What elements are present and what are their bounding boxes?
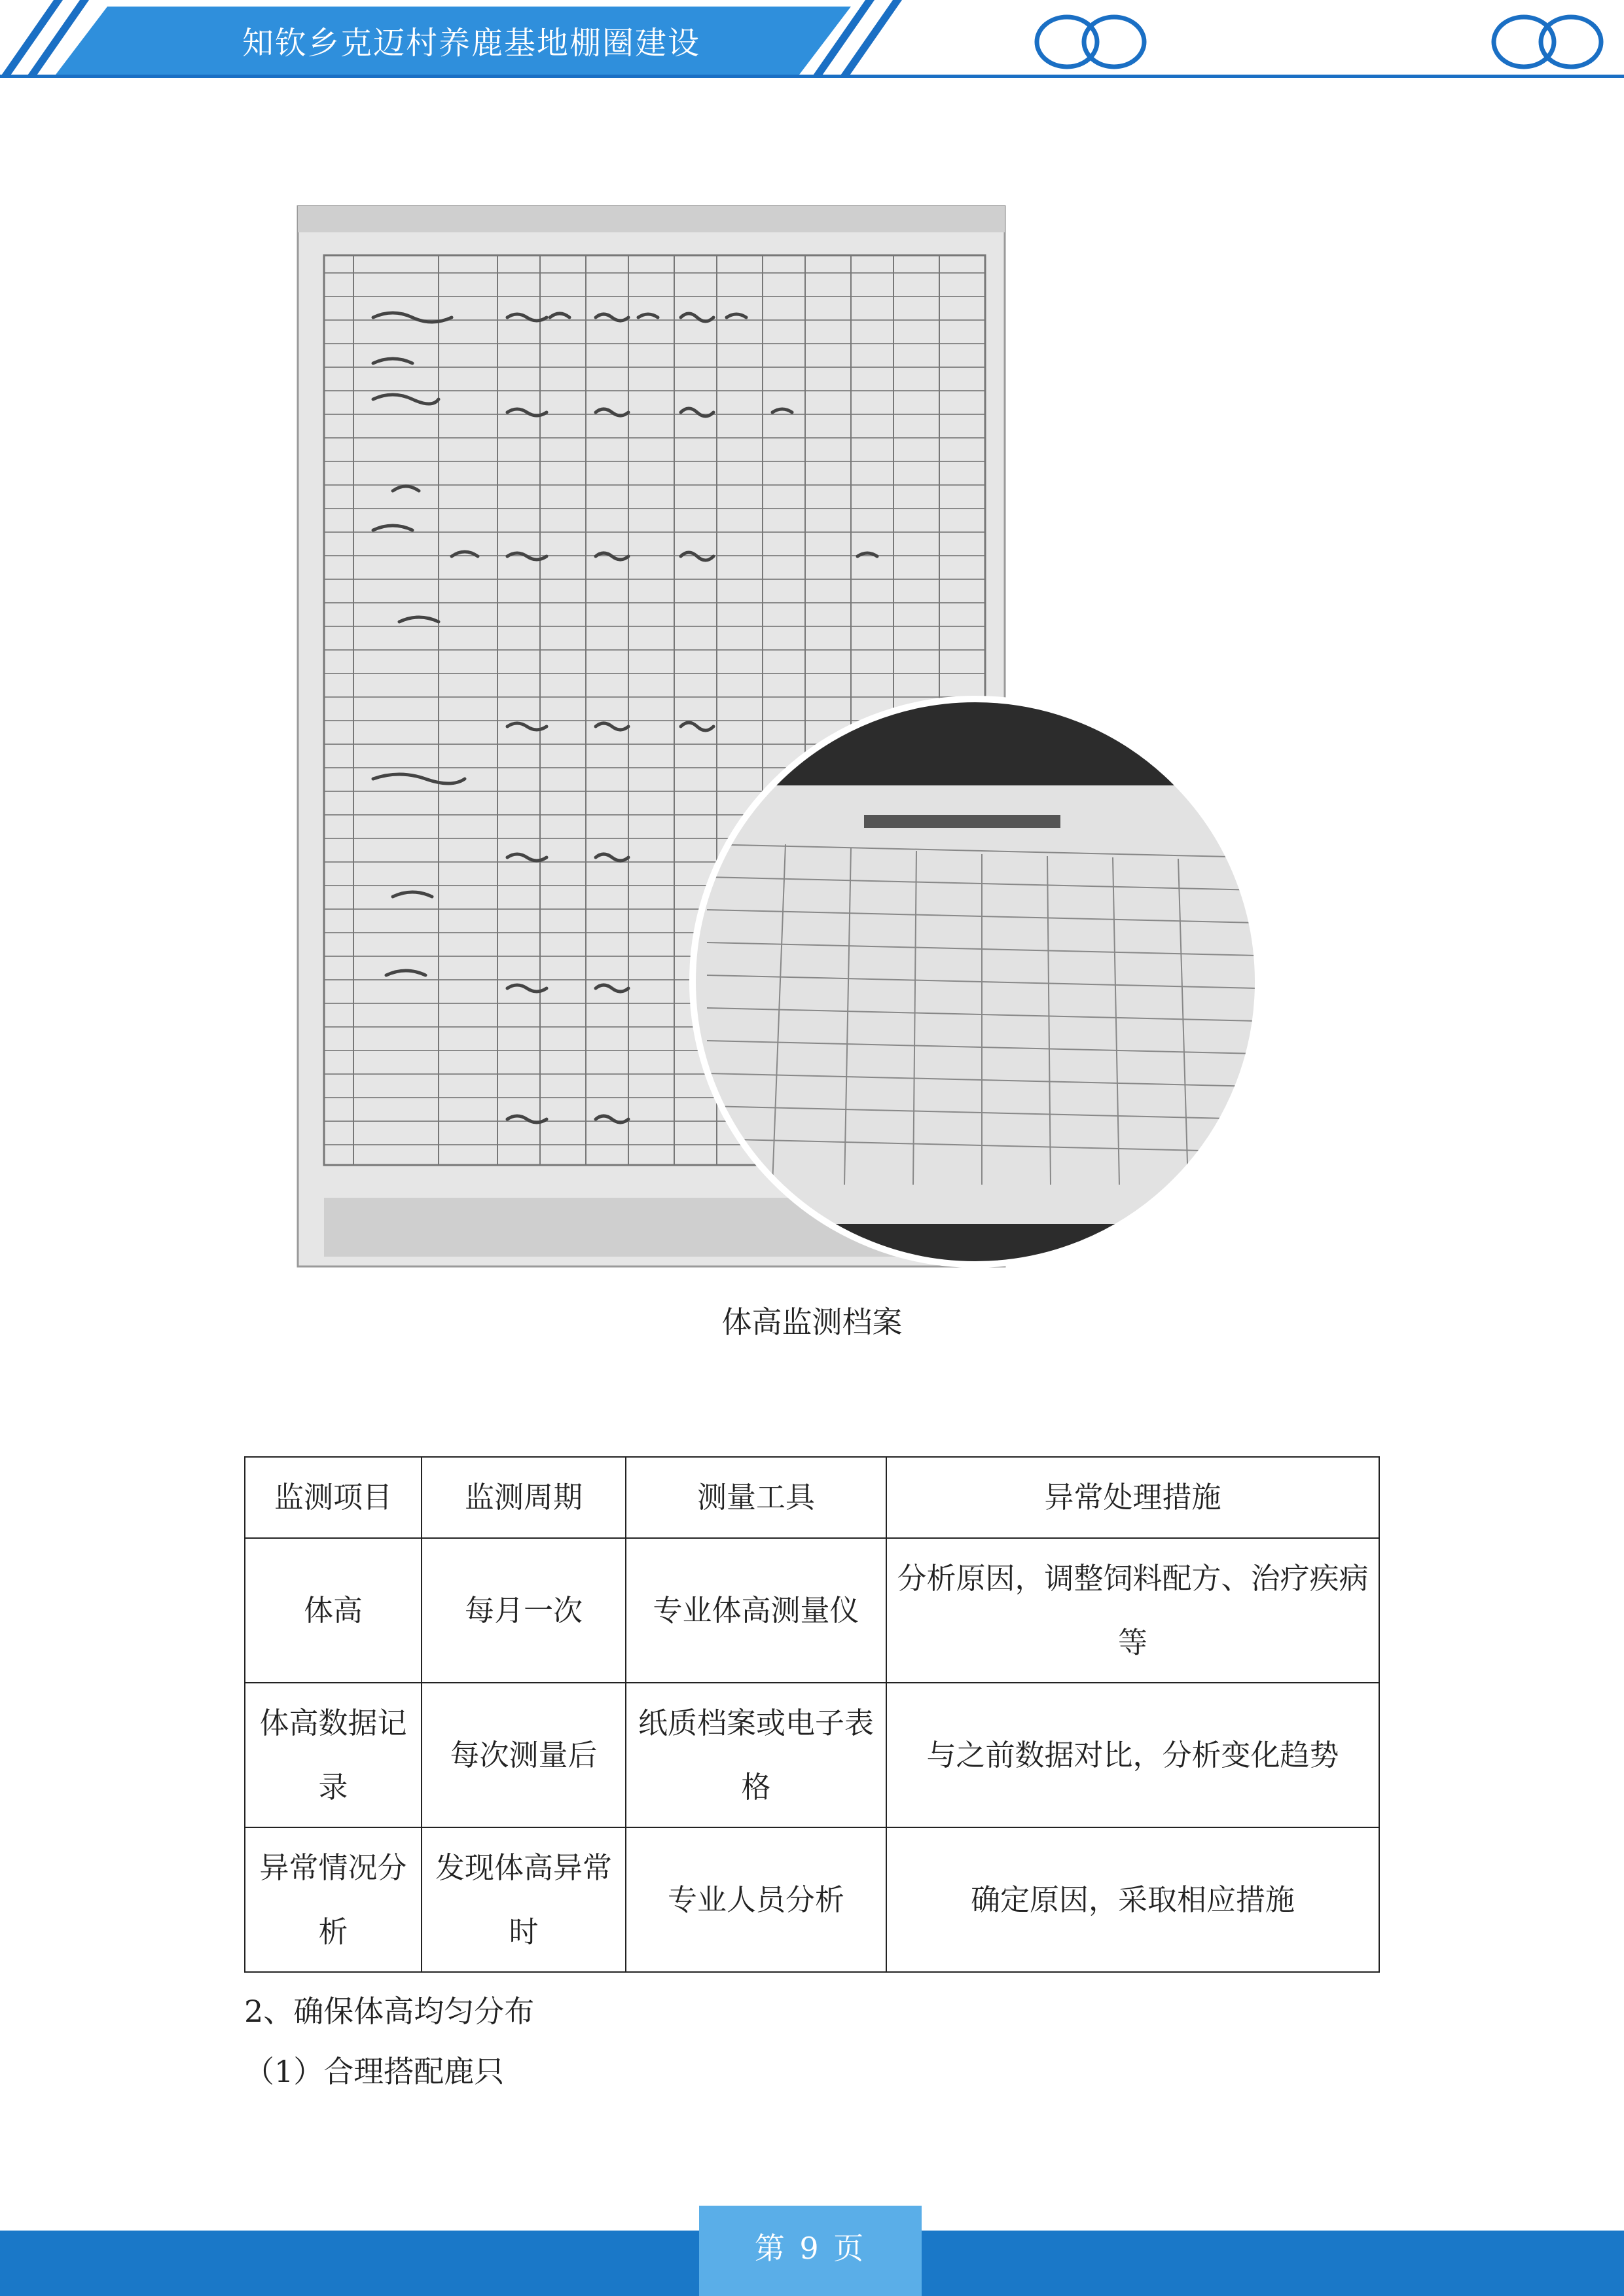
table-header-cell: 监测项目 — [245, 1457, 422, 1538]
figure-caption: 体高监测档案 — [721, 1304, 903, 1340]
table-cell: 异常情况分析 — [245, 1827, 422, 1972]
table-cell: 每次测量后 — [422, 1683, 626, 1827]
table-row — [245, 1683, 1379, 1827]
table-cell: 体高数据记录 — [245, 1683, 422, 1827]
page-number: 第 9 页 — [754, 2231, 867, 2266]
page-header — [0, 0, 1624, 82]
monitoring-record-photo — [288, 203, 1335, 1276]
table-row — [245, 1538, 1379, 1683]
table-cell: 纸质档案或电子表格 — [626, 1683, 886, 1827]
rings-icon — [1037, 17, 1144, 67]
record-sheet-image — [288, 203, 1335, 1276]
table-cell: 与之前数据对比，分析变化趋势 — [886, 1683, 1379, 1827]
monitoring-table — [244, 1456, 1380, 1973]
table-cell: 体高 — [245, 1538, 422, 1683]
table-header-cell: 监测周期 — [422, 1457, 626, 1538]
table-cell: 专业体高测量仪 — [626, 1538, 886, 1683]
table-cell: 每月一次 — [422, 1538, 626, 1683]
table-header-row — [245, 1457, 1379, 1538]
table-cell: 专业人员分析 — [626, 1827, 886, 1972]
table-cell: 分析原因，调整饲料配方、治疗疾病等 — [886, 1538, 1379, 1683]
table-header-cell: 异常处理措施 — [886, 1457, 1379, 1538]
table-row — [245, 1827, 1379, 1972]
sub-heading: （1）合理搭配鹿只 — [244, 2054, 505, 2089]
section-heading: 2、确保体高均匀分布 — [244, 1994, 535, 2029]
table-cell: 发现体高异常时 — [422, 1827, 626, 1972]
header-title: 知钦乡克迈村养鹿基地棚圈建设 — [242, 25, 701, 62]
table-cell: 确定原因，采取相应措施 — [886, 1827, 1379, 1972]
table-header-cell: 测量工具 — [626, 1457, 886, 1538]
rings-icon — [1494, 17, 1601, 67]
